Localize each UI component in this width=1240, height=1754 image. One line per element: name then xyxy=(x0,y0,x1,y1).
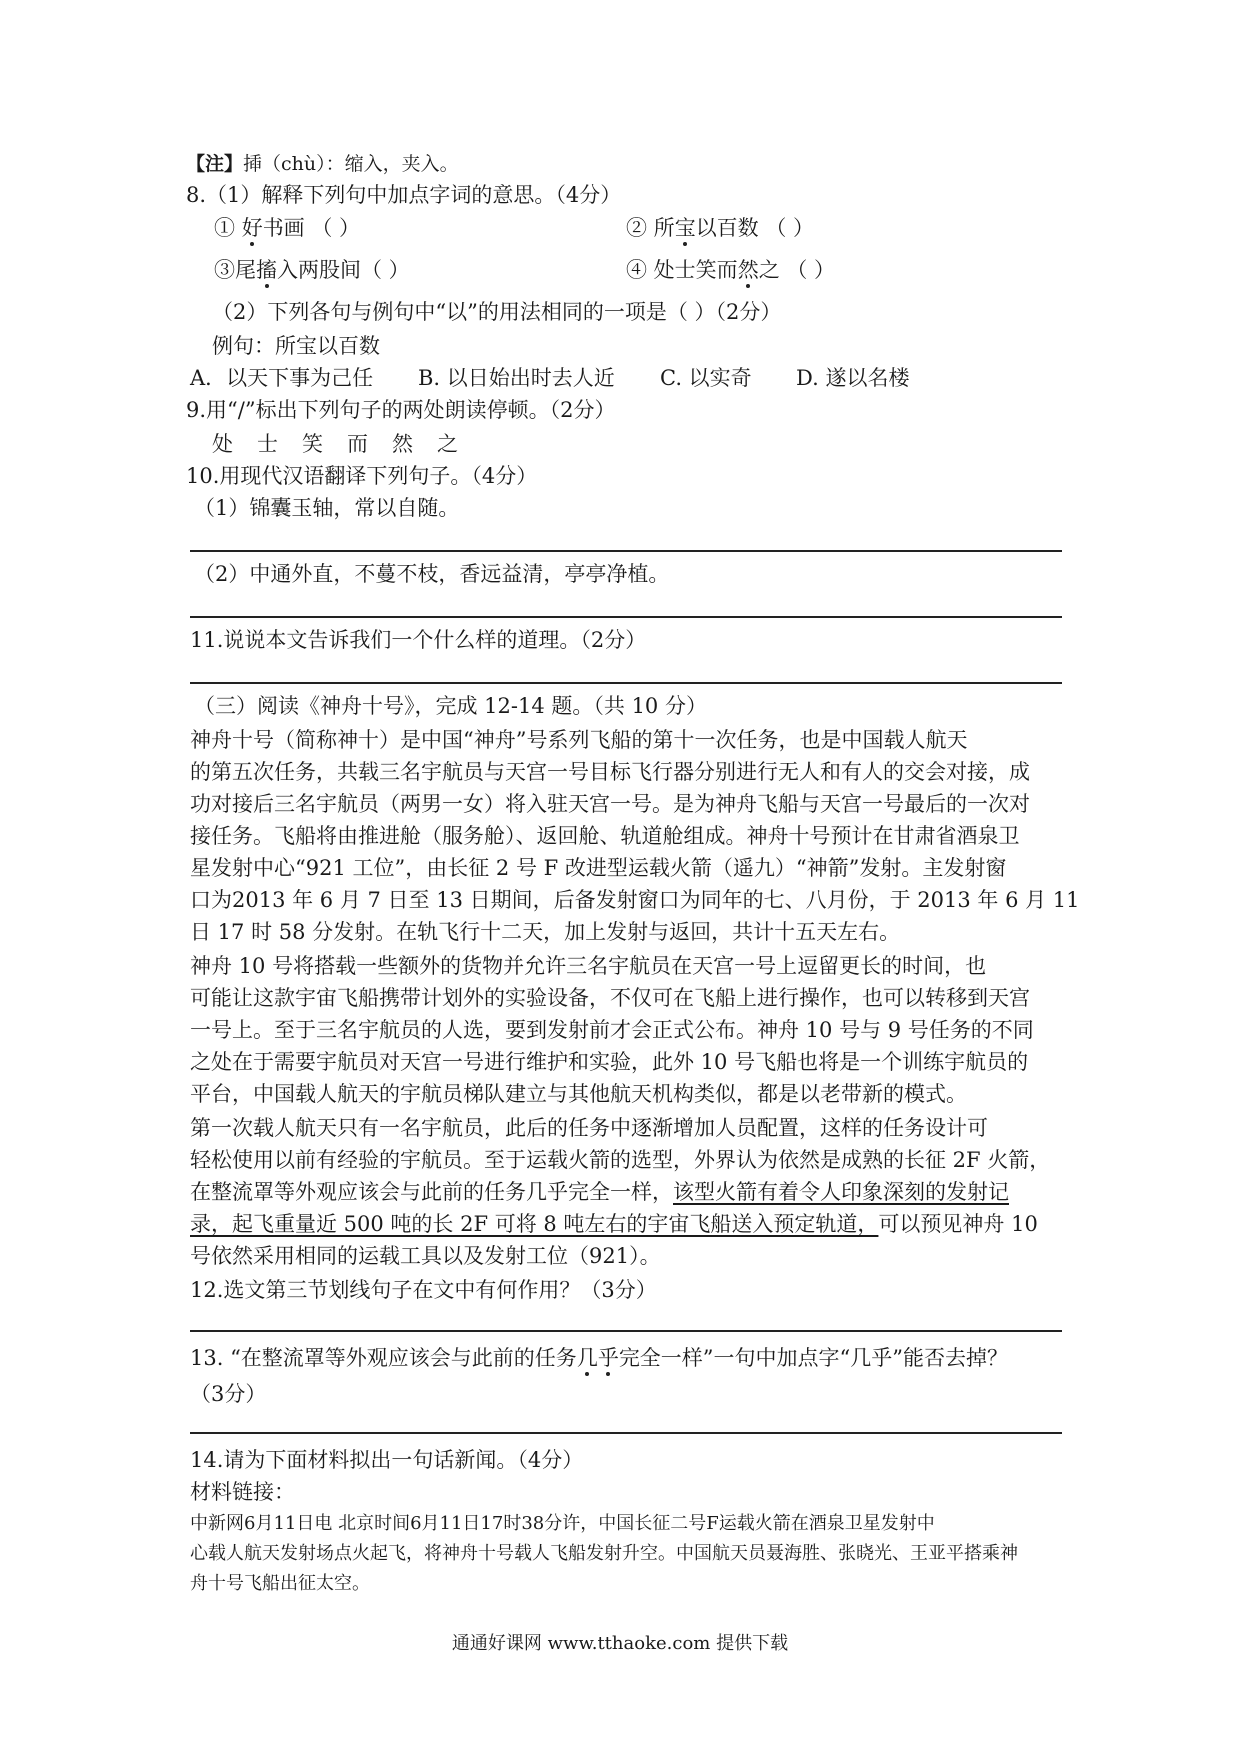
passage-p1-line: 接任务。飞船将由推进舱（服务舱）、返回舱、轨道舱组成。神舟十号预计在甘肃省酒泉卫 xyxy=(190,824,1020,848)
q8-part-2: （2）下列各句与例句中“以”的用法相同的一项是（ ）（2分） xyxy=(212,300,782,324)
passage-p1-line: 口为2013 年 6 月 7 日至 13 日期间，后备发射窗口为同年的七、八月份，于 2013 年 6 月 11 xyxy=(190,888,1080,912)
q10-sentence-1: （1）锦囊玉轴，常以自随。 xyxy=(194,496,460,520)
passage-p2-line: 之处在于需要宇航员对天宫一号进行维护和实验，此外 10 号飞船也将是一个训练宇航员的 xyxy=(190,1050,1029,1074)
passage-p1-line: 星发射中心“921 工位”，由长征 2 号 F 改进型运载火箭（遥九）“神箭”发射。主发射窗 xyxy=(190,856,1007,880)
material-line: 舟十号飞船出征太空。 xyxy=(190,1573,370,1594)
question-13-stem: 13. “在整流罩等外观应该会与此前的任务几乎完全一样”一句中加点字“几乎”能否去掉？ xyxy=(190,1346,1009,1370)
emphasis-dot-char: 几 xyxy=(576,1346,598,1370)
emphasis-dot-char: 搐 xyxy=(256,258,277,282)
material-line: 心载人航天发射场点火起飞，将神舟十号载人飞船发射升空。中国航天员聂海胜、张晓光、王亚平搭乘神 xyxy=(190,1543,1018,1564)
passage-p1-line: 功对接后三名宇航员（两男一女）将入驻天宫一号。是为神舟飞船与天宫一号最后的一次对 xyxy=(190,792,1030,816)
material-label: 材料链接： xyxy=(190,1480,295,1504)
q8-option-d: D. 遂以名楼 xyxy=(796,366,910,390)
question-12-stem: 12.选文第三节划线句子在文中有何作用？（3分） xyxy=(190,1278,657,1302)
emphasis-dot-char: 宝 xyxy=(674,216,696,240)
annotation-note xyxy=(186,150,459,178)
q8-example: 例句：所宝以百数 xyxy=(212,334,380,358)
answer-blank[interactable]: （ ） xyxy=(304,216,361,240)
q10-sentence-2: （2）中通外直，不蔓不枝，香远益清，亭亭净植。 xyxy=(194,562,670,586)
passage-p3-line: 录，起飞重量近 500 吨的长 2F 可将 8 吨左右的宇宙飞船送入预定轨道，可以预见神舟 10 xyxy=(190,1212,1038,1236)
answer-line[interactable] xyxy=(190,1432,1062,1434)
underlined-sentence: 该型火箭有着令人印象深刻的发射记 xyxy=(673,1180,1009,1204)
answer-line[interactable] xyxy=(190,616,1062,618)
passage-p3-line: 号依然采用相同的运载工具以及发射工位（921）。 xyxy=(190,1244,661,1268)
q8-item-3: ③尾搐入两股间（ ） xyxy=(214,258,410,282)
question-8-stem: 8.（1）解释下列句中加点字词的意思。（4分） xyxy=(186,183,622,207)
q8-option-b: B. 以日始出时去人近 xyxy=(418,366,615,390)
passage-p2-line: 一号上。至于三名宇航员的人选，要到发射前才会正式公布。神舟 10 号与 9 号任务的不同 xyxy=(190,1018,1034,1042)
q8-option-c: C. 以实奇 xyxy=(660,366,752,390)
question-10-stem: 10.用现代汉语翻译下列句子。（4分） xyxy=(186,464,538,488)
question-14-stem: 14.请为下面材料拟出一句话新闻。（4分） xyxy=(190,1448,584,1472)
answer-line[interactable] xyxy=(190,550,1062,552)
passage-p3-line: 在整流罩等外观应该会与此前的任务几乎完全一样，该型火箭有着令人印象深刻的发射记 xyxy=(190,1180,1009,1204)
q8-item-1: ① 好书画 （ ） xyxy=(214,216,361,240)
passage-p1-line: 日 17 时 58 分发射。在轨飞行十二天，加上发射与返回，共计十五天左右。 xyxy=(190,920,901,944)
passage-p2-line: 可能让这款宇宙飞船携带计划外的实验设备，不仅可在飞船上进行操作，也可以转移到天宫 xyxy=(190,986,1030,1010)
answer-line[interactable] xyxy=(190,682,1062,684)
material-line: 中新网6月11日电 北京时间6月11日17时38分许，中国长征二号F运载火箭在酒泉卫星发射中 xyxy=(190,1513,935,1534)
note-text: 揷（chù）：缩入，夹入。 xyxy=(243,153,459,175)
emphasis-dot-char: 乎 xyxy=(597,1346,619,1370)
q8-item-2: ② 所宝以百数 （ ） xyxy=(626,216,815,240)
passage-p2-line: 平台，中国载人航天的宇航员梯队建立与其他航天机构类似，都是以老带新的模式。 xyxy=(190,1082,967,1106)
answer-blank[interactable]: （ ） xyxy=(361,258,410,282)
section-3-heading: （三）阅读《神舟十号》，完成 12-14 题。（共 10 分） xyxy=(194,694,707,718)
q8-item-4: ④ 处士笑而然之 （ ） xyxy=(626,258,836,282)
question-13-score: （3分） xyxy=(190,1382,267,1406)
underlined-sentence: 录，起飞重量近 500 吨的长 2F 可将 8 吨左右的宇宙飞船送入预定轨道， xyxy=(190,1212,879,1236)
q9-sentence: 处士笑而然之 xyxy=(212,432,482,456)
emphasis-dot-char: 好 xyxy=(241,216,263,240)
passage-p3-line: 轻松使用以前有经验的宇航员。至于运载火箭的选型，外界认为依然是成熟的长征 2F 火箭， xyxy=(190,1148,1051,1172)
answer-blank[interactable]: （ ） xyxy=(758,216,815,240)
note-label: 【注】 xyxy=(186,153,244,175)
passage-p3-line: 第一次载人航天只有一名宇航员，此后的任务中逐渐增加人员配置，这样的任务设计可 xyxy=(190,1116,988,1140)
passage-p2-line: 神舟 10 号将搭载一些额外的货物并允许三名宇航员在天宫一号上逗留更长的时间，也 xyxy=(190,954,987,978)
answer-line[interactable] xyxy=(190,1330,1062,1332)
answer-blank[interactable]: （ ） xyxy=(779,258,836,282)
emphasis-dot-char: 然 xyxy=(737,258,759,282)
q8-option-a: A．以天下事为己任 xyxy=(190,366,374,390)
question-11-stem: 11.说说本文告诉我们一个什么样的道理。（2分） xyxy=(190,628,647,652)
passage-p1-line: 的第五次任务，共载三名宇航员与天宫一号目标飞行器分别进行无人和有人的交会对接，成 xyxy=(190,760,1030,784)
passage-p1-line: 神舟十号（简称神十）是中国“神舟”号系列飞船的第十一次任务，也是中国载人航天 xyxy=(190,728,968,752)
question-9-stem: 9.用“/”标出下列句子的两处朗读停顿。（2分） xyxy=(186,398,616,422)
page-footer: 通通好课网 www.tthaoke.com 提供下载 xyxy=(451,1633,789,1654)
